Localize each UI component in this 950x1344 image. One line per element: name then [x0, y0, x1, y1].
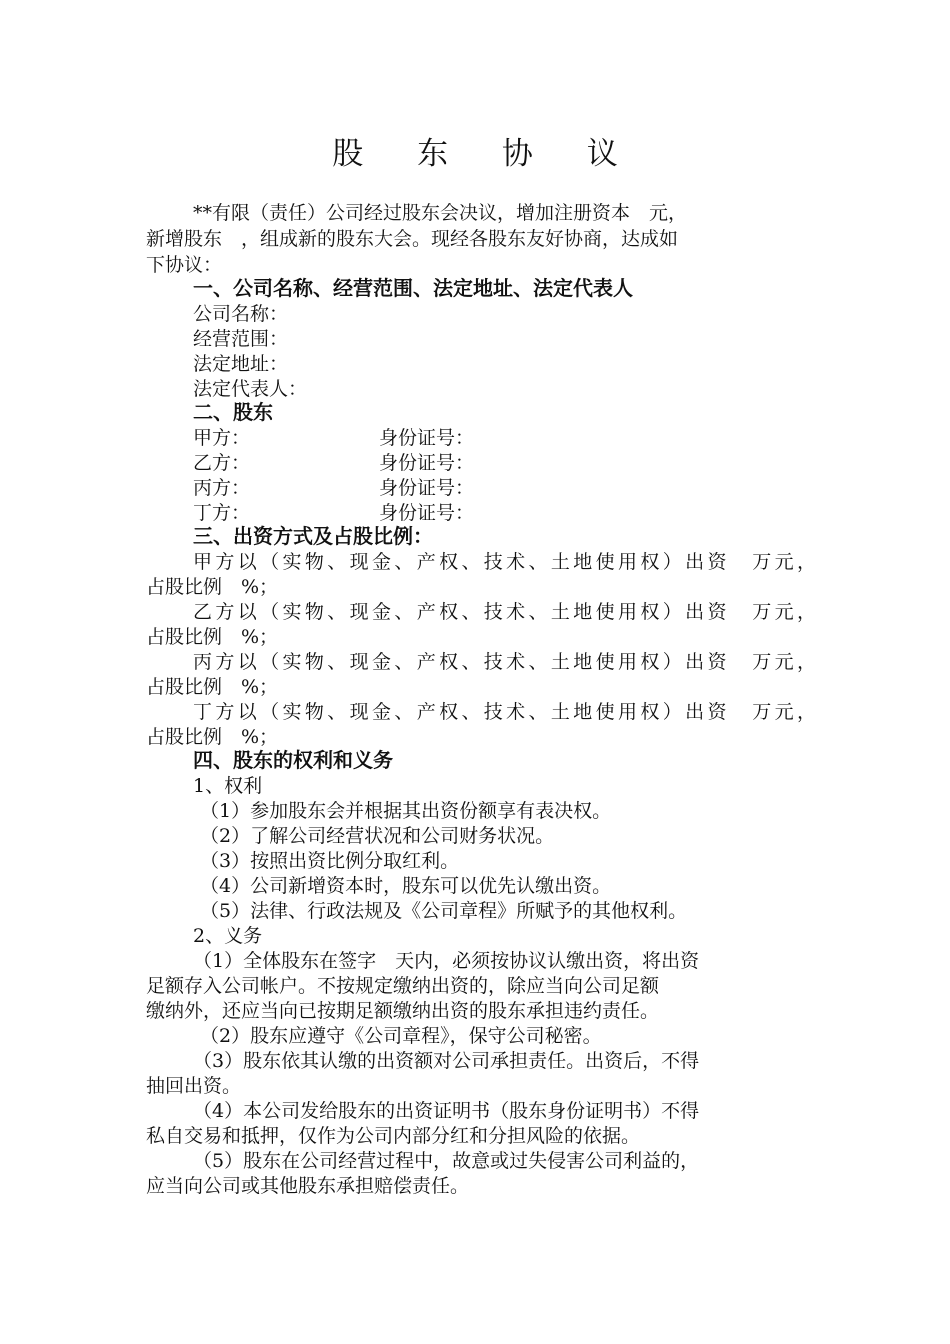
id-number-label: 身份证号： — [379, 452, 475, 474]
id-number-label: 身份证号： — [379, 502, 475, 524]
field-company-name: 公司名称： — [193, 303, 289, 325]
contribution-line: 丁方以（实物、现金、产权、技术、土地使用权）出资 万元， — [193, 701, 816, 723]
party-label: 丙方： — [193, 477, 251, 499]
field-legal-representative: 法定代表人： — [193, 378, 308, 400]
rights-item: （2）了解公司经营状况和公司财务状况。 — [200, 825, 555, 847]
share-ratio-line: 占股比例 %； — [146, 726, 279, 748]
party-label: 乙方： — [193, 452, 251, 474]
duty-3-line-2: 抽回出资。 — [146, 1075, 242, 1097]
duty-4-line-2: 私自交易和抵押，仅作为公司内部分红和分担风险的依据。 — [146, 1125, 641, 1147]
duty-4-line-1: （4）本公司发给股东的出资证明书（股东身份证明书）不得 — [193, 1100, 700, 1122]
share-ratio-line: 占股比例 %； — [146, 676, 279, 698]
shareholder-row — [193, 425, 863, 451]
field-legal-address: 法定地址： — [193, 353, 289, 375]
shareholder-row — [193, 450, 863, 476]
contribution-line: 甲方以（实物、现金、产权、技术、土地使用权）出资 万元， — [193, 551, 816, 573]
rights-item: （5）法律、行政法规及《公司章程》所赋予的其他权利。 — [200, 900, 688, 922]
section-2-heading: 二、股东 — [193, 400, 273, 424]
field-business-scope: 经营范围： — [193, 328, 289, 350]
share-ratio-line: 占股比例 %； — [146, 626, 279, 648]
duty-1-line-3: 缴纳外，还应当向已按期足额缴纳出资的股东承担违约责任。 — [146, 1000, 660, 1022]
section-1-heading: 一、公司名称、经营范围、法定地址、法定代表人 — [193, 276, 633, 300]
contribution-line: 乙方以（实物、现金、产权、技术、土地使用权）出资 万元， — [193, 601, 816, 623]
rights-item: （3）按照出资比例分取红利。 — [200, 850, 460, 872]
duty-5-line-2: 应当向公司或其他股东承担赔偿责任。 — [146, 1175, 470, 1197]
intro-line-2: 新增股东 ，组成新的股东大会。现经各股东友好协商，达成如 — [146, 228, 679, 250]
party-label: 甲方： — [193, 427, 251, 449]
intro-line-3: 下协议： — [146, 254, 223, 276]
party-label: 丁方： — [193, 502, 251, 524]
duty-1-line-2: 足额存入公司帐户。不按规定缴纳出资的，除应当向公司足额 — [146, 975, 660, 997]
rights-item: （4）公司新增资本时，股东可以优先认缴出资。 — [200, 875, 612, 897]
contribution-line: 丙方以（实物、现金、产权、技术、土地使用权）出资 万元， — [193, 651, 816, 673]
document-title: 股 东 协 议 — [332, 136, 640, 172]
duty-5-line-1: （5）股东在公司经营过程中，故意或过失侵害公司利益的， — [193, 1150, 700, 1172]
duty-3-line-1: （3）股东依其认缴的出资额对公司承担责任。出资后，不得 — [193, 1050, 700, 1072]
duties-title: 2、义务 — [193, 925, 263, 947]
section-4-heading: 四、股东的权利和义务 — [193, 748, 393, 772]
intro-line-1: **有限（责任）公司经过股东会决议，增加注册资本 元， — [193, 202, 688, 224]
id-number-label: 身份证号： — [379, 427, 475, 449]
rights-title: 1、权利 — [193, 775, 263, 797]
id-number-label: 身份证号： — [379, 477, 475, 499]
section-3-heading: 三、出资方式及占股比例： — [193, 524, 433, 548]
shareholder-row — [193, 475, 863, 501]
share-ratio-line: 占股比例 %； — [146, 576, 279, 598]
duty-2: （2）股东应遵守《公司章程》，保守公司秘密。 — [200, 1025, 602, 1047]
rights-item: （1）参加股东会并根据其出资份额享有表决权。 — [200, 800, 612, 822]
duty-1-line-1: （1）全体股东在签字 天内，必须按协议认缴出资，将出资 — [193, 950, 700, 972]
